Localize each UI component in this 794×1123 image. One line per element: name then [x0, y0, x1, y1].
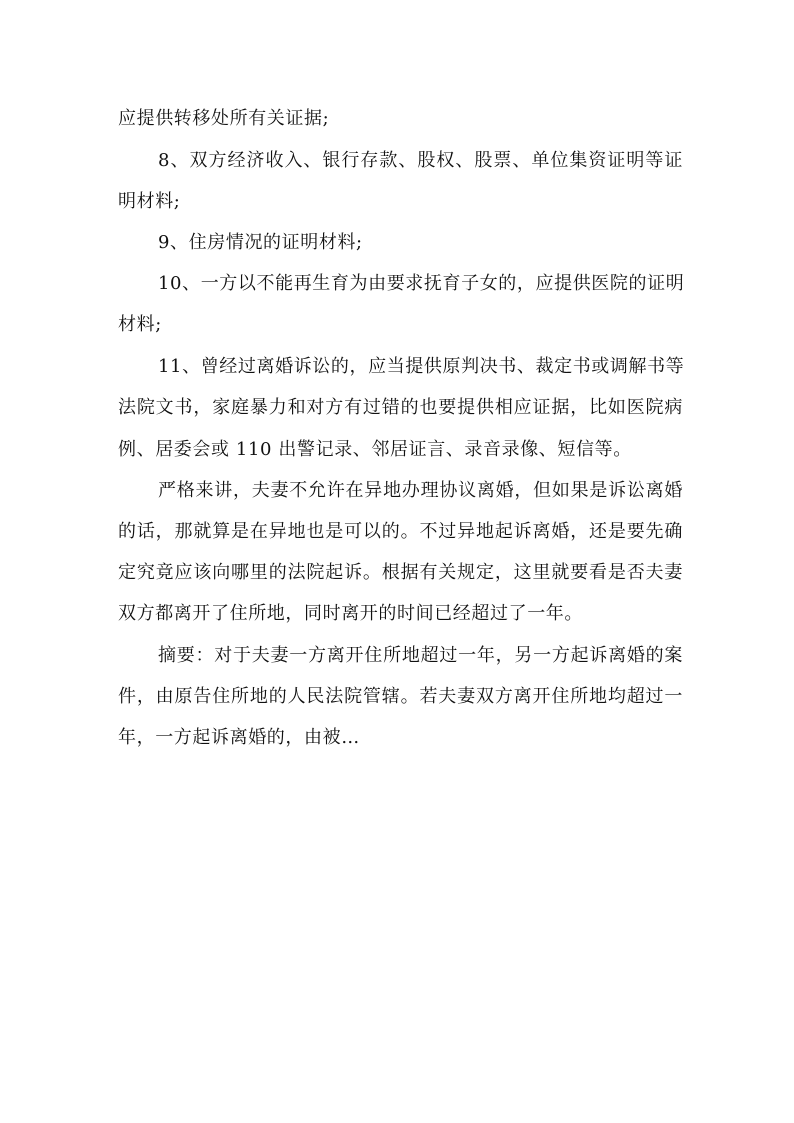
- text-line: 应提供转移处所有关证据;: [118, 108, 330, 129]
- text-line: 的话，那就算是在异地也是可以的。不过异地起诉离婚，还是要先确: [118, 521, 683, 542]
- text-line: 双方都离开了住所地，同时离开的时间已经超过了一年。: [118, 603, 583, 624]
- text-line: 严格来讲，夫妻不允许在异地办理协议离婚，但如果是诉讼离婚: [158, 480, 683, 501]
- text-line: 年，一方起诉离婚的，由被…: [118, 727, 360, 748]
- text-line: 法院文书，家庭暴力和对方有过错的也要提供相应证据，比如医院病: [118, 397, 683, 418]
- text-line: 11、曾经过离婚诉讼的，应当提供原判决书、裁定书或调解书等: [158, 356, 685, 377]
- text-line: 10、一方以不能再生育为由要求抚育子女的，应提供医院的证明: [158, 273, 685, 294]
- text-line: 8、双方经济收入、银行存款、股权、股票、单位集资证明等证: [158, 150, 683, 171]
- text-line: 例、居委会或 110 出警记录、邻居证言、录音录像、短信等。: [118, 439, 632, 460]
- text-line: 9、住房情况的证明材料;: [158, 232, 363, 253]
- text-line: 明材料;: [118, 191, 181, 212]
- text-line: 材料;: [118, 314, 162, 335]
- text-line: 件，由原告住所地的人民法院管辖。若夫妻双方离开住所地均超过一: [118, 686, 683, 707]
- text-line: 定究竟应该向哪里的法院起诉。根据有关规定，这里就要看是否夫妻: [118, 562, 683, 583]
- text-line: 摘要：对于夫妻一方离开住所地超过一年，另一方起诉离婚的案: [158, 645, 683, 666]
